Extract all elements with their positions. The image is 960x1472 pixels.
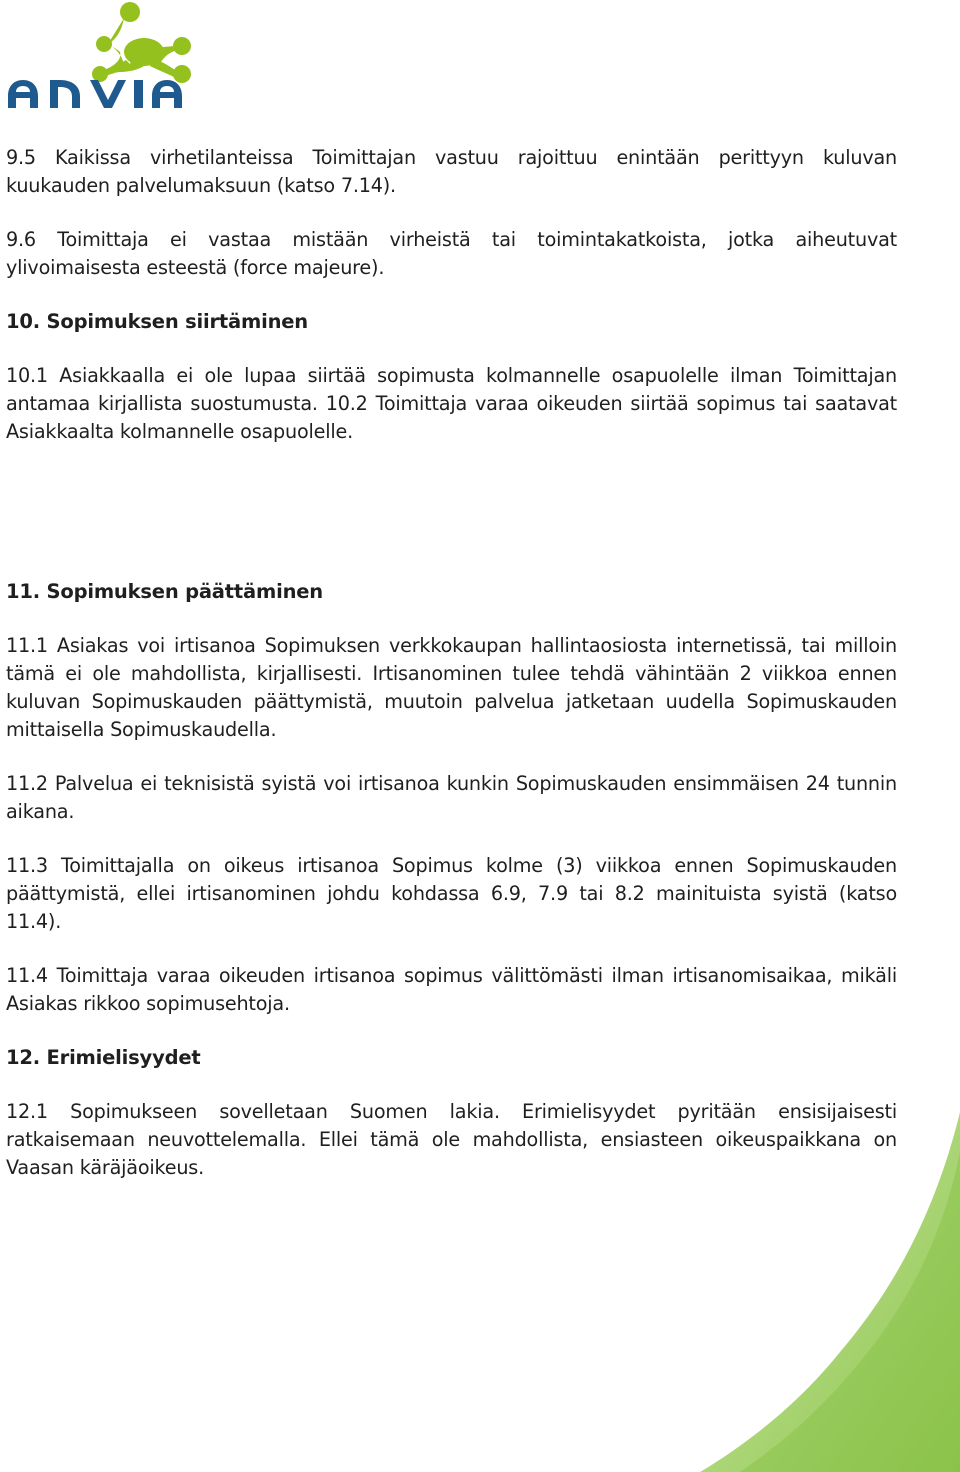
corner-decoration xyxy=(700,1112,960,1472)
paragraph-11-1: 11.1 Asiakas voi irtisanoa Sopimuksen verkkokaupan hallintaosiosta internetissä, tai milloin tämä ei ole mahdollista, kirjallisesti. Irtisanominen tulee tehdä vähintään 2 viikkoa ennen kuluvan Sopimuskauden päättymistä, muutoin palvelua jatketaan uudella Sopimuskauden mittaisella Sopimuskaudella. xyxy=(6,634,897,741)
paragraph-10-1: 10.1 Asiakkaalla ei ole lupaa siirtää sopimusta kolmannelle osapuolelle ilman Toimittajan antamaa kirjallista suostumusta. 10.2 Toimittaja varaa oikeuden siirtää sopimus tai saatavat Asiakkaalta kolmannelle osapuolelle. xyxy=(6,364,897,443)
paragraph-11-2: 11.2 Palvelua ei teknisistä syistä voi irtisanoa kunkin Sopimuskauden ensimmäisen 24 tunnin aikana. xyxy=(6,772,897,823)
heading-section-12: 12. Erimielisyydet xyxy=(6,1046,201,1069)
heading-section-11: 11. Sopimuksen päättäminen xyxy=(6,580,323,603)
heading-section-10: 10. Sopimuksen siirtäminen xyxy=(6,310,308,333)
paragraph-11-4: 11.4 Toimittaja varaa oikeuden irtisanoa sopimus välittömästi ilman irtisanomisaikaa, mikäli Asiakas rikkoo sopimusehtoja. xyxy=(6,964,897,1015)
frog-mark-icon xyxy=(92,2,191,83)
anvia-logo xyxy=(4,0,194,112)
logo-wordmark xyxy=(8,80,182,108)
paragraph-9-5: 9.5 Kaikissa virhetilanteissa Toimittajan vastuu rajoittuu enintään perittyyn kuluvan kuukauden palvelumaksuun (katso 7.14). xyxy=(6,146,897,197)
document-body xyxy=(6,144,897,1182)
paragraph-12-1: 12.1 Sopimukseen sovelletaan Suomen lakia. Erimielisyydet pyritään ensisijaisesti ratkaisemaan neuvottelemalla. Ellei tämä ole mahdollista, ensiasteen oikeuspaikkana on Vaasan käräjäoikeus. xyxy=(6,1100,897,1179)
paragraph-9-6: 9.6 Toimittaja ei vastaa mistään virheistä tai toimintakatkoista, jotka aiheutuvat ylivoimaisesta esteestä (force majeure). xyxy=(6,228,897,279)
paragraph-11-3: 11.3 Toimittajalla on oikeus irtisanoa Sopimus kolme (3) viikkoa ennen Sopimuskauden päättymistä, ellei irtisanominen johdu kohdassa 6.9, 7.9 tai 8.2 mainituista syistä (katso 11.4). xyxy=(6,854,897,933)
